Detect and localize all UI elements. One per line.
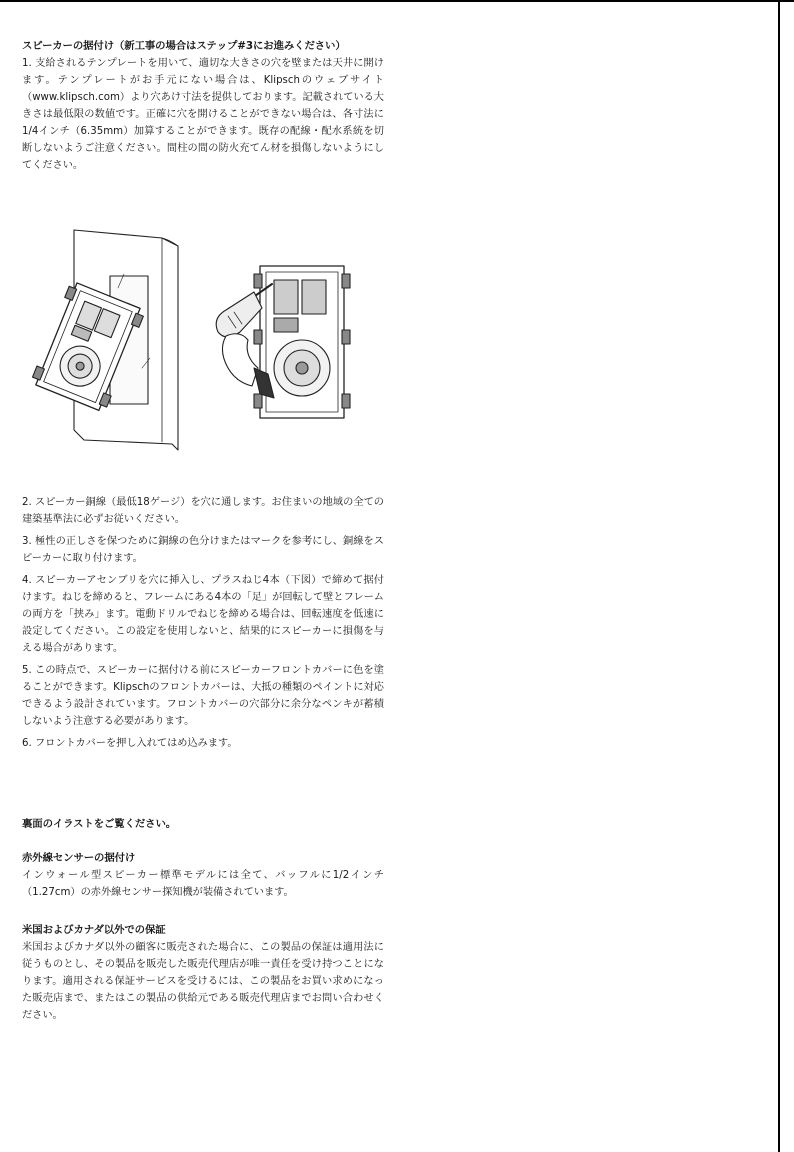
step-4: 4. スピーカーアセンブリを穴に挿入し、プラスねじ4本（下図）で締めて据付けます。ねじを締めると、フレームにある4本の「足」が回転して壁とフレームの両方を「挟み」ます。電動ドリルでねじを締める場合は、回転速度を低速に設定してください。この設定を使用しないと、結果的にスピーカーに損傷を与える場合があります。 bbox=[22, 575, 384, 654]
step-2: 2. スピーカー銅線（最低18ゲージ）を穴に通します。お住まいの地域の全ての建築基準法に必ずお従いください。 bbox=[22, 497, 384, 525]
right-border-line bbox=[778, 0, 780, 1152]
back-note: 裏面のイラストをご覧ください。 bbox=[22, 818, 177, 830]
top-border-line bbox=[0, 0, 794, 2]
back-note-section bbox=[22, 816, 384, 833]
installation-illustration bbox=[22, 218, 384, 468]
ir-body: インウォール型スピーカー標準モデルには全て、バッフルに1/2インチ（1.27cm）の赤外線センサー探知機が装備されています。 bbox=[22, 870, 384, 898]
install-step-1: 1. 支給されるテンプレートを用いて、適切な大きさの穴を壁または天井に開けます。テンプレートがお手元にない場合は、Klipschのウェブサイト（www.klipsch.com）より穴あけ寸法を提供しております。記載されている大きさは最低限の数値です。正確に穴を開けることができない場合は、各寸法に1/4インチ（6.35mm）加算することができます。既存の配線・配水系統を切断しないようご注意ください。間柱の間の防火充てん材を損傷しないようにしてください。 bbox=[22, 58, 384, 171]
ir-section bbox=[22, 850, 384, 901]
install-section bbox=[22, 38, 384, 174]
step-3: 3. 極性の正しさを保つために銅線の色分けまたはマークを参考にし、銅線をスピーカーに取り付けます。 bbox=[22, 536, 384, 564]
warranty-body: 米国およびカナダ以外の顧客に販売された場合に、この製品の保証は適用法に従うものとし、その製品を販売した販売代理店が唯一責任を受け持つことになります。適用される保証サービスを受けるには、この製品をお買い求めになった販売店まで、またはこの製品の供給元である販売代理店までお問い合わせください。 bbox=[22, 942, 384, 1021]
warranty-section bbox=[22, 922, 384, 1024]
install-heading: スピーカーの据付け（新工事の場合はステップ#3にお進みください） bbox=[22, 40, 346, 52]
ir-heading: 赤外線センサーの据付け bbox=[22, 852, 136, 864]
step-5: 5. この時点で、スピーカーに据付ける前にスピーカーフロントカバーに色を塗ることができます。Klipschのフロントカバーは、大抵の種類のペイントに対応できるよう設計されています。フロントカバーの穴部分に余分なペンキが蓄積しないよう注意する必要があります。 bbox=[22, 665, 384, 727]
steps-list bbox=[22, 494, 384, 757]
warranty-heading: 米国およびカナダ以外での保証 bbox=[22, 924, 166, 936]
step-6: 6. フロントカバーを押し入れてはめ込みます。 bbox=[22, 738, 238, 749]
